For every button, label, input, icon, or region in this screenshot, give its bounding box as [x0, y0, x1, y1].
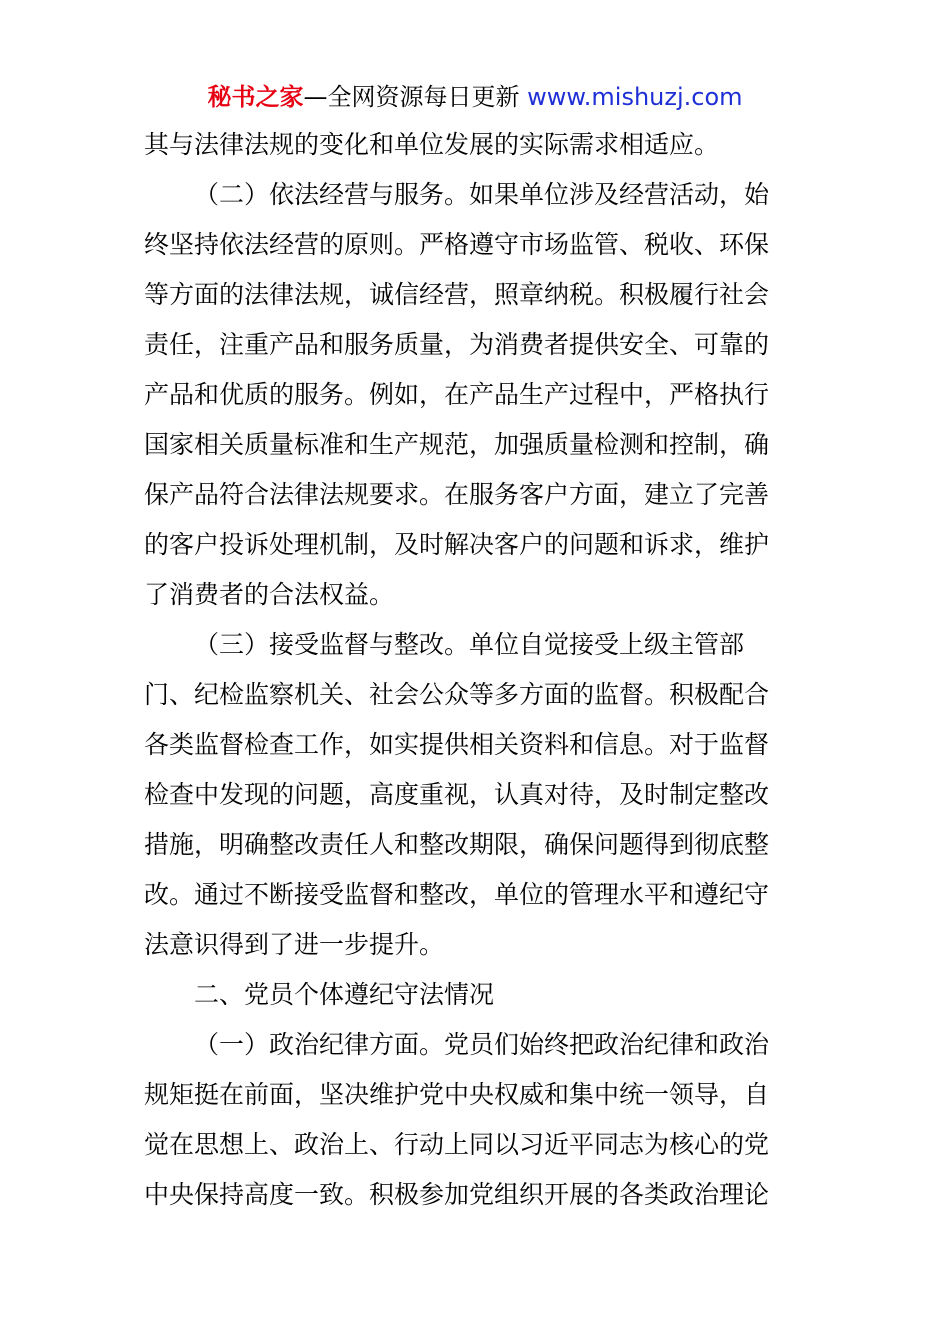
text-line: 门、纪检监察机关、社会公众等多方面的监督。积极配合 — [144, 680, 770, 709]
text-line: 各类监督检查工作，如实提供相关资料和信息。对于监督 — [144, 730, 770, 759]
text-line: 中央保持高度一致。积极参加党组织开展的各类政治理论 — [144, 1180, 770, 1209]
text-line: 法意识得到了进一步提升。 — [144, 930, 445, 959]
text-line: 其与法律法规的变化和单位发展的实际需求相适应。 — [144, 130, 720, 159]
site-url-link[interactable]: www.mishuzj.com — [527, 83, 743, 111]
site-header — [0, 80, 950, 114]
document-body — [144, 120, 809, 1220]
text-line: 检查中发现的问题，高度重视，认真对待，及时制定整改 — [144, 780, 770, 809]
text-line: 的客户投诉处理机制，及时解决客户的问题和诉求，维护 — [144, 530, 770, 559]
text-line: 产品和优质的服务。例如，在产品生产过程中，严格执行 — [144, 380, 770, 409]
text-line: 规矩挺在前面，坚决维护党中央权威和集中统一领导，自 — [144, 1080, 770, 1109]
header-tagline: —全网资源每日更新 — [303, 83, 528, 111]
text-line: 改。通过不断接受监督和整改，单位的管理水平和遵纪守 — [144, 880, 770, 909]
text-line: 终坚持依法经营的原则。严格遵守市场监管、税收、环保 — [144, 230, 770, 259]
text-line: 国家相关质量标准和生产规范，加强质量检测和控制，确 — [144, 430, 770, 459]
text-line: （一）政治纪律方面。党员们始终把政治纪律和政治 — [194, 1030, 770, 1059]
section-heading: 二、党员个体遵纪守法情况 — [194, 980, 495, 1009]
text-line: 觉在思想上、政治上、行动上同以习近平同志为核心的党 — [144, 1130, 770, 1159]
brand-name: 秘书之家 — [207, 83, 304, 111]
text-line: 措施，明确整改责任人和整改期限，确保问题得到彻底整 — [144, 830, 770, 859]
text-line: （三）接受监督与整改。单位自觉接受上级主管部 — [194, 630, 745, 659]
text-line: （二）依法经营与服务。如果单位涉及经营活动，始 — [194, 180, 770, 209]
text-line: 等方面的法律法规，诚信经营，照章纳税。积极履行社会 — [144, 280, 770, 309]
text-line: 了消费者的合法权益。 — [144, 580, 395, 609]
text-line: 保产品符合法律法规要求。在服务客户方面，建立了完善 — [144, 480, 770, 509]
text-line: 责任，注重产品和服务质量，为消费者提供安全、可靠的 — [144, 330, 770, 359]
